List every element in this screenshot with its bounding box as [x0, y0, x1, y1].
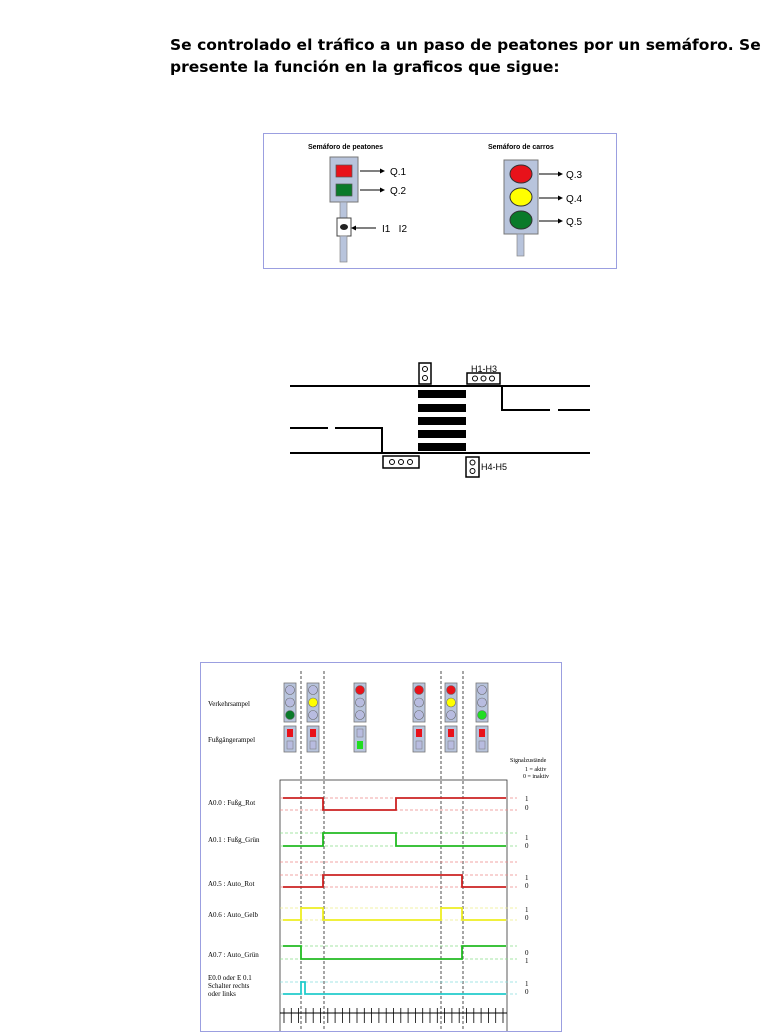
row-label-ped: Fußgängerampel — [208, 736, 256, 744]
car-state-2 — [307, 683, 319, 722]
ped-state-5 — [445, 726, 457, 752]
row-label-car: Verkehrsampel — [208, 700, 250, 708]
level-hi-input: 1 — [525, 980, 529, 988]
output-q4-label: Q.4 — [566, 194, 583, 205]
level-lo-a00: 0 — [525, 804, 529, 812]
level-lo-a01: 0 — [525, 842, 529, 850]
legend-inactive: 0 = inaktiv — [523, 774, 550, 780]
car-light-states — [284, 683, 488, 722]
level-lo-input: 0 — [525, 988, 529, 996]
signal-label-a07: A0.7 : Auto_Grün — [208, 951, 259, 959]
waveform-a01 — [283, 833, 506, 846]
ped-light-states — [284, 726, 488, 752]
signal-row-a05 — [208, 874, 529, 890]
level-hi-a06: 1 — [525, 906, 529, 914]
legend-title: Signalzustände — [510, 758, 547, 764]
zebra-crossing — [418, 390, 466, 451]
ped-state-6 — [476, 726, 488, 752]
ped-light-label: Semáforo de peatones — [308, 144, 384, 151]
level-hi-a01: 1 — [525, 834, 529, 842]
signal-row-a01 — [208, 833, 529, 850]
signal-label-a01: A0.1 : Fußg_Grün — [208, 836, 260, 844]
level-lo-a06: 0 — [525, 914, 529, 922]
car-light-top — [467, 373, 500, 384]
input-label-line-3: oder links — [208, 990, 236, 998]
output-arrows-car — [539, 172, 563, 224]
level-hi-a05: 1 — [525, 874, 529, 882]
waveform-input — [283, 982, 506, 994]
car-state-3 — [354, 683, 366, 722]
signal-label-a00: A0.0 : Fußg_Rot — [208, 799, 256, 807]
waveform-a05 — [283, 875, 506, 887]
ped-state-3 — [354, 726, 366, 752]
car-state-1 — [284, 683, 296, 722]
level-hi-a07: 0 — [525, 949, 529, 957]
car-state-5 — [445, 683, 457, 722]
input-label-line-2: Schalter rechts — [208, 982, 250, 990]
waveform-a06 — [283, 908, 506, 920]
waveform-a07 — [283, 946, 506, 959]
timing-diagram — [200, 662, 562, 1032]
time-axis — [280, 1008, 507, 1023]
title-line-1: Se controlado el tráfico a un paso de peatones por un semáforo. Se — [170, 36, 761, 54]
ped-state-1 — [284, 726, 296, 752]
car-light-bottom — [383, 456, 419, 468]
input-i1-i2-label: I1 I2 — [382, 224, 408, 235]
time-axis-ticks — [284, 1008, 503, 1023]
signal-row-a00 — [208, 795, 529, 812]
signal-row-input — [208, 974, 529, 998]
ped-light-top — [419, 363, 431, 384]
page-title — [170, 34, 761, 78]
signal-label-a06: A0.6 : Auto_Gelb — [208, 911, 258, 919]
car-light-label: Semáforo de carros — [488, 144, 554, 151]
car-state-6 — [476, 683, 488, 722]
signal-label-a05: A0.5 : Auto_Rot — [208, 880, 255, 888]
waveform-a00 — [283, 798, 506, 810]
time-markers — [301, 671, 463, 1031]
legend-active: 1 = aktiv — [525, 767, 547, 773]
output-q2-label: Q.2 — [390, 186, 407, 197]
ped-state-4 — [413, 726, 425, 752]
pedestrian-traffic-light — [330, 157, 358, 262]
street-crossing-diagram — [288, 360, 598, 490]
title-line-2: presente la función en la graficos que sigue: — [170, 58, 560, 76]
label-h4-h5: H4-H5 — [481, 462, 508, 472]
ped-light-bottom — [466, 457, 479, 477]
input-label-line-1: E0.0 oder E 0.1 — [208, 974, 252, 982]
traffic-lights-figure — [263, 133, 617, 269]
signal-row-a06 — [208, 906, 529, 922]
level-lo-a07: 1 — [525, 957, 529, 965]
level-lo-a05: 0 — [525, 882, 529, 890]
label-h1-h3: H1-H3 — [471, 364, 498, 374]
ped-state-2 — [307, 726, 319, 752]
signal-row-a07 — [208, 946, 529, 965]
output-q3-label: Q.3 — [566, 170, 583, 181]
output-q5-label: Q.5 — [566, 217, 583, 228]
car-traffic-light — [504, 160, 538, 256]
output-q1-label: Q.1 — [390, 167, 407, 178]
car-state-4 — [413, 683, 425, 722]
level-hi-a00: 1 — [525, 795, 529, 803]
